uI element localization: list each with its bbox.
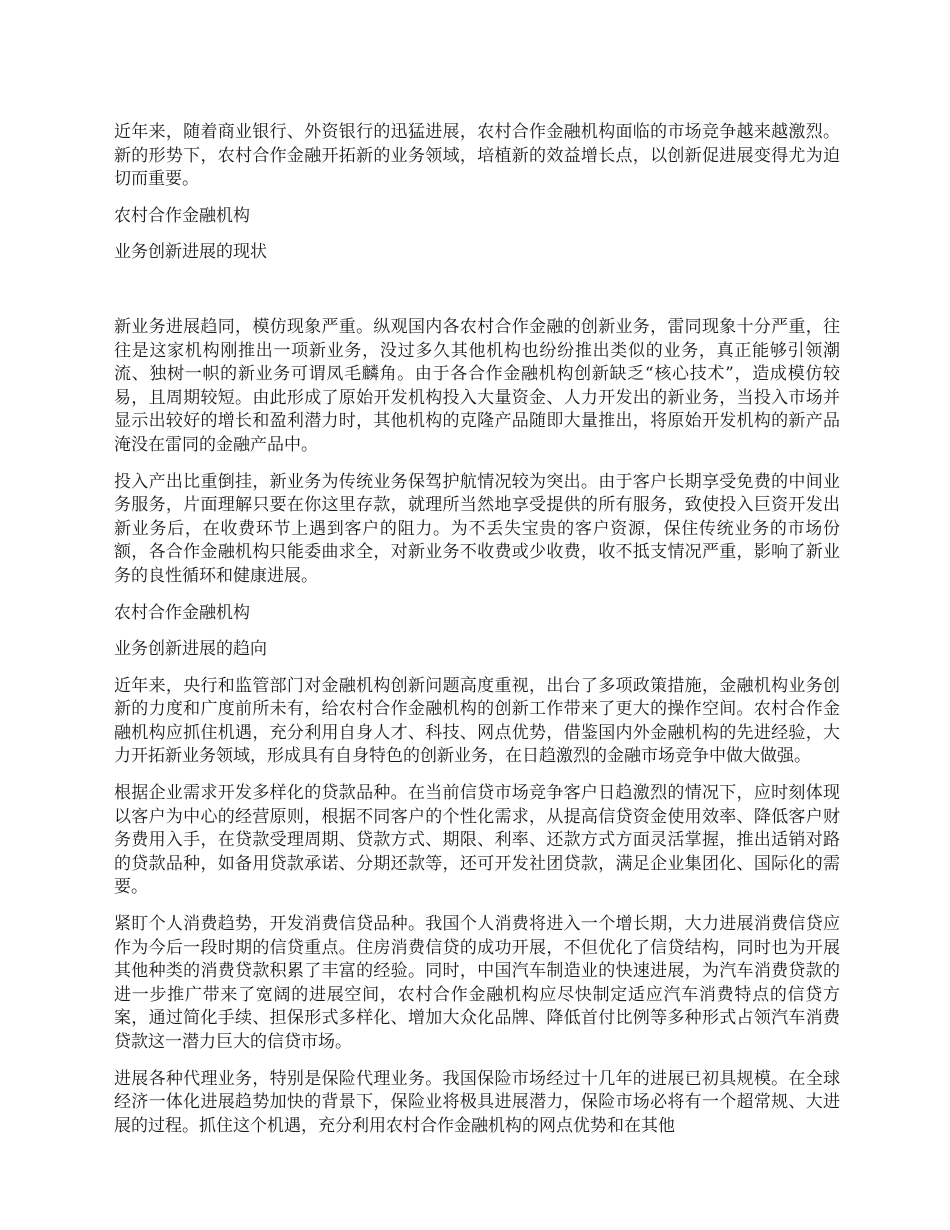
section2-heading-line2: 业务创新进展的趋向 (114, 639, 267, 660)
section2-heading-line1: 农村合作金融机构 (114, 602, 250, 623)
section1-heading-line2: 业务创新进展的现状 (114, 242, 267, 263)
section1-paragraph-1: 新业务进展趋同，模仿现象严重。纵观国内各农村合作金融的创新业务，雷同现象十分严重，往往是这家机构刚推出一项新业务，没过多久其他机构也纷纷推出类似的业务，真正能够引领潮流、独树一帜的新业务可谓凤毛麟角。由于各合作金融机构创新缺乏“核心技术”，造成模仿较易，且周期较短。由此形成了原始开发机构投入大量资金、人力开发出的新业务，当投入市场并显示出较好的增长和盈利潜力时，其他机构的克隆产品随即大量推出，将原始开发机构的新产品淹没在雷同的金融产品中。 (114, 316, 840, 455)
section2-paragraph-2: 根据企业需求开发多样化的贷款品种。在当前信贷市场竞争客户日趋激烈的情况下，应时刻体现以客户为中心的经营原则，根据不同客户的个性化需求，从提高信贷资金使用效率、降低客户财务费用入手，在贷款受理周期、贷款方式、期限、利率、还款方式方面灵活掌握，推出适销对路的贷款品种，如备用贷款承诺、分期还款等，还可开发社团贷款，满足企业集团化、国际化的需要。 (114, 783, 840, 898)
section2-paragraph-4: 进展各种代理业务，特别是保险代理业务。我国保险市场经过十几年的进展已初具规模。在全球经济一体化进展趋势加快的背景下，保险业将极具进展潜力，保险市场必将有一个超常规、大进展的过程。抓住这个机遇，充分利用农村合作金融机构的网点优势和在其他 (114, 1068, 840, 1136)
section1-heading-line1: 农村合作金融机构 (114, 205, 250, 226)
document-page (114, 121, 840, 1151)
section1-paragraph-2: 投入产出比重倒挂，新业务为传统业务保驾护航情况较为突出。由于客户长期享受免费的中间业务服务，片面理解只要在你这里存款，就理所当然地享受提供的所有服务，致使投入巨资开发出新业务后，在收费环节上遇到客户的阻力。为不丢失宝贵的客户资源，保住传统业务的市场份额，各合作金融机构只能委曲求全，对新业务不收费或少收费，收不抵支情况严重，影响了新业务的良性循环和健康进展。 (114, 471, 840, 586)
section2-paragraph-1: 近年来，央行和监管部门对金融机构创新问题高度重视，出台了多项政策措施，金融机构业务创新的力度和广度前所未有，给农村合作金融机构的创新工作带来了更大的操作空间。农村合作金融机构应抓住机遇，充分利用自身人才、科技、网点优势，借鉴国内外金融机构的先进经验，大力开拓新业务领域，形成具有自身特色的创新业务，在日趋激烈的金融市场竞争中做大做强。 (114, 675, 840, 767)
intro-paragraph: 近年来，随着商业银行、外资银行的迅猛进展，农村合作金融机构面临的市场竞争越来越激烈。新的形势下，农村合作金融开拓新的业务领域，培植新的效益增长点，以创新促进展变得尤为迫切而重要。 (114, 122, 840, 190)
section-spacer (114, 278, 840, 316)
section2-paragraph-3: 紧盯个人消费趋势，开发消费信贷品种。我国个人消费将进入一个增长期，大力进展消费信贷应作为今后一段时期的信贷重点。住房消费信贷的成功开展，不但优化了信贷结构，同时也为开展其他种类的消费贷款积累了丰富的经验。同时，中国汽车制造业的快速进展，为汽车消费贷款的进一步推广带来了宽阔的进展空间，农村合作金融机构应尽快制定适应汽车消费特点的信贷方案，通过简化手续、担保形式多样化、增加大众化品牌、降低首付比例等多种形式占领汽车消费贷款这一潜力巨大的信贷市场。 (114, 914, 840, 1052)
